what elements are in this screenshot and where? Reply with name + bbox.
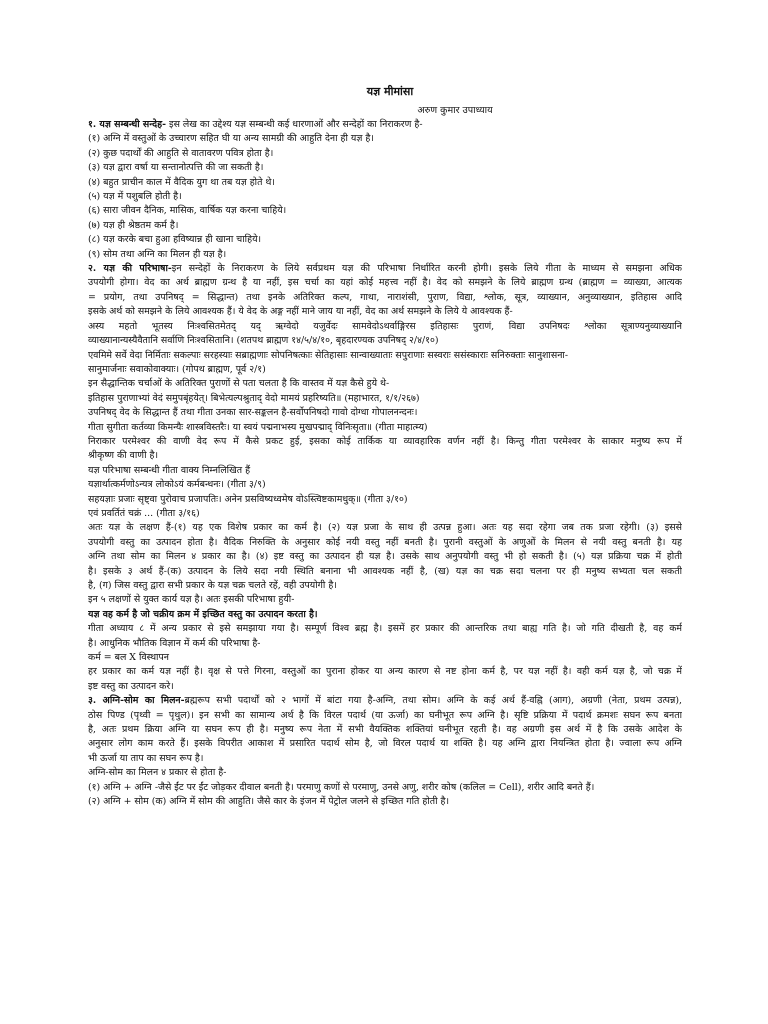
text-line [88,219,682,233]
line-text: इन ५ लक्षणों से युक्त कार्य यज्ञ है। अतः इसकी परिभाषा हुयी- [88,594,295,606]
line-text: है, (ग) जिस वस्तु द्वारा सभी प्रकार के यज्ञ चक्र चलते रहें, वही उपयोगी है। [88,580,337,591]
line-text: व्याख्यानान्यस्यैवैतानि सर्वाणि निःश्वसितानि। (शतपथ ब्राह्मण १४/५/४/१०, बृहदारण्यक उपनिषद् २/४/१०) [88,335,439,347]
text-line [88,276,682,290]
line-text: इन सैद्धान्तिक चर्चाओं के अतिरिक्त पुराणों से पता चलता है कि वास्तव में यज्ञ कैसे हुये थे- [88,378,390,390]
line-text: (१) अग्नि में वस्तुओं के उच्चारण सहित घी या अन्य सामग्री की आहुति देना ही यज्ञ है। [88,133,374,145]
text-line [88,593,682,607]
line-text: अस्य महतो भूतस्य निःश्वसितमेतद् यद् ऋग्वेदो यजुर्वेदः सामवेदोऽथर्वाङ्गिरस इतिहासः पुराणं, विद्या उपनिषदः श्लोका सूत्राण्यनुव्याख्यानि [88,320,682,332]
line-text: (८) यज्ञ करके बचा हुआ हविष्यान्न ही खाना चाहिये। [88,234,262,246]
text-line [88,723,682,737]
line-text: सहयज्ञाः प्रजाः सृष्ट्वा पुरोवाच प्रजापतिः। अनेन प्रसविष्यध्वमेष वोऽस्त्विष्टकामधुक्॥ (गीता ३/१०) [88,493,408,505]
text-line [88,421,682,435]
line-text: अग्नि तथा सोम का मिलन ४ प्रकार का है। (४) इष्ट वस्तु का उत्पादन ही यज्ञ है। उसके साथ अनुपयोगी वस्तु भी हो सकती है। (५) यज्ञ प्रक्रिया चक्र में होती [88,551,682,563]
line-text: हर प्रकार का कर्म यज्ञ नहीं है। वृक्ष से पत्ते गिरना, वस्तुओं का पुराना होकर या अन्य कारण से नष्ट होना कर्म है, पर यज्ञ नहीं है। वही कर्म यज्ञ है, जो चक्र में [88,666,682,678]
text-line [88,737,682,751]
bold-heading: यज्ञ वह कर्म है जो चक्रीय क्रम में इच्छित वस्तु का उत्पादन करता है। [88,608,318,620]
text-line [88,147,682,161]
text-line [88,521,682,535]
line-text: (९) सोम तथा अग्नि का मिलन ही यज्ञ है। [88,248,227,260]
line-text: गीता अध्याय ८ में अन्य प्रकार से इसे समझाया गया है। सम्पूर्ण विश्व ब्रह्म है। इसमें हर प्रकार की आन्तरिक तथा बाह्य गति है। जो गति दीखती है, वह कर्म [88,623,682,635]
text-line [88,694,682,708]
text-line [88,579,682,593]
bold-heading: १. यज्ञ सम्बन्धी सन्देह- [88,119,166,130]
text-line [88,291,682,305]
text-line [88,262,682,276]
line-text: अतः यज्ञ के लक्षण हैं-(१) यह एक विशेष प्रकार का कर्म है। (२) यज्ञ प्रजा के साथ ही उत्पन्न हुआ। अतः यह सदा रहेगा जब तक प्रजा रहेगी। (३) इससे [88,522,682,534]
line-text: ठोस पिण्ड (पृथ्वी = पृथुल)। इन सभी का सामान्य अर्थ है कि विरल पदार्थ (या ऊर्जा) का घनीभूत रूप अग्नि है। सृष्टि प्रक्रिया में पदार्थ क्रमशः सघन रूप बनता [88,709,682,721]
line-text: उपयोगी वस्तु का उत्पादन होता है। वैदिक निरुक्ति के अनुसार कोई नयी वस्तु नहीं बनती है। पुरानी वस्तुओं के अणुओं के मिलन से नयी वस्तु बनती है। यह [88,536,682,548]
text-line [88,349,682,363]
document-page [88,84,682,810]
line-text: अनुसार लोग काम करते हैं। इसके विपरीत आकाश में प्रसारित पदार्थ सोम है, जो विरल पदार्थ या शक्ति है। यह अग्नि द्वारा नियन्त्रित होता है। ज्वाला रूप अग्नि [88,738,682,750]
text-line [88,766,682,780]
text-line [88,161,682,175]
line-text: उपयोगी होगा। वेद का अर्थ ब्राह्मण ग्रन्थ है या नहीं, इस चर्चा का यहां कोई महत्त्व नहीं है। वेद को समझने के लिये ब्राह्मण ग्रन्थ (ब्राह्मण = व्याख्या, आत्यक [88,277,682,289]
line-text: (२) अग्नि + सोम (क) अग्नि में सोम की आहुति। जैसे कार के इंजन में पेट्रोल जलने से इच्छित गति होती है। [88,796,450,808]
text-line [88,204,682,218]
text-line [88,709,682,723]
line-text: इतिहास पुराणाभ्यां वेदं समुपबृंहयेत्। बिभेत्यल्पश्रुताद् वेदो मामयं प्रहरिष्यति॥ (महाभारत, १/१/२६७) [88,392,420,404]
text-line [88,406,682,420]
line-text: है, अतः प्रथम क्रिया अग्नि या सघन रूप ही है। मनुष्य रूप नेता में सभी वैयक्तिक शक्तियां घनीभूत रहती है। वह अग्रणी इस अर्थ में है कि उसके आदेश के [88,724,682,736]
line-text: इस लेख का उद्देश्य यज्ञ सम्बन्धी कई धारणाओं और सन्देहों का निराकरण है- [166,119,423,130]
text-line [88,752,682,766]
line-text: भी ऊर्जा या ताप का सघन रूप है। [88,752,204,764]
line-text: ब्रह्मरूप सभी पदार्थों को २ भागों में बांटा गया है-अग्नि, तथा सोम। अग्नि के कई अर्थ हैं-वह्नि (आग), अग्रणी (नेता, प्रथम उत्पन्न), [184,695,682,707]
text-line [88,377,682,391]
line-text: गीता सुगीता कर्तव्या किमन्यैः शास्त्रविस्तरैः। या स्वयं पद्मनाभस्य मुखपद्माद् विनिःसृता॥ (गीता माहात्म्य) [88,421,428,433]
text-line [88,795,682,809]
line-text: एवमिमे सर्वे वेदा निर्मिताः सकल्पाः सरहस्याः सब्राह्मणाः सोपनिषत्काः सेतिहासाः सान्वाख्याताः सपुराणाः सस्वराः ससंस्काराः सनिरुक्ताः सानुशासना- [88,349,569,361]
text-line [88,565,682,579]
line-text: (२) कुछ पदार्थों की आहुति से वातावरण पवित्र होता है। [88,147,274,159]
text-line [88,363,682,377]
line-text: (१) अग्नि + अग्नि -जैसे ईंट पर ईंट जोड़कर दीवाल बनती है। परमाणु कणों से परमाणु, उनसे अणु, शरीर कोष (कलिल = Cell), शरीर आदि बनते हैं। [88,781,595,793]
text-line [88,651,682,665]
text-line [88,781,682,795]
text-line [88,608,682,622]
line-text: (६) सारा जीवन दैनिक, मासिक, वार्षिक यज्ञ करना चाहिये। [88,205,287,217]
line-text: है। इसके ३ अर्थ हैं-(क) उत्पादन के लिये सदा नयी स्थिति बनाना भी आवश्यक नहीं है, (ख) यज्ञ का चक्र सदा चलना पर ही मनुष्य सभ्यता चल सकती [88,565,682,577]
text-line [88,190,682,204]
text-line [88,493,682,507]
text-line [88,550,682,564]
text-line [88,132,682,146]
text-line [88,637,682,651]
line-text: (३) यज्ञ द्वारा वर्षा या सन्तानोत्पत्ति की जा सकती है। [88,162,264,174]
line-text: अग्नि-सोम का मिलन ४ प्रकार से होता है- [88,767,227,779]
text-line [88,478,682,492]
line-text: सानुमार्जनाः सवाकोवाक्याः। (गोपथ ब्राह्मण, पूर्व २/१) [88,363,266,375]
line-text: इन सन्देहों के निराकरण के लिये सर्वप्रथम यज्ञ की परिभाषा निर्धारित करनी होगी। इसके लिये गीता के माध्यम से समझना अधिक [171,263,682,275]
line-text: (७) यज्ञ ही श्रेष्ठतम कर्म है। [88,219,179,231]
text-line [88,536,682,550]
bold-heading: २. यज्ञ की परिभाषा- [88,263,172,275]
document-body [88,118,682,810]
text-line [88,464,682,478]
document-title: यज्ञ मीमांसा [366,85,414,98]
text-line [88,118,682,132]
text-line [88,305,682,319]
line-text: इष्ट वस्तु का उत्पादन करे। [88,680,174,692]
text-line [88,392,682,406]
line-text: = प्रयोग, तथा उपनिषद् = सिद्धान्त) तथा इनके अतिरिक्त कल्प, गाथा, नाराशंसी, पुराण, विद्या, श्लोक, सूत्र, व्याख्यान, अनुव्याख्यान, इतिहास आदि [88,291,682,303]
line-text: एवं प्रवर्तितं चक्रं ... (गीता ३/१६) [88,507,200,519]
text-line [88,622,682,636]
text-line [88,665,682,679]
author-name: अरुण कुमार उपाध्याय [417,105,493,116]
text-line [88,233,682,247]
text-line [88,248,682,262]
line-text: कर्म = बल X विस्थापन [88,652,170,664]
line-text: (५) यज्ञ में पशुबलि होती है। [88,191,182,203]
text-line [88,435,682,449]
line-text: श्रीकृष्ण की वाणी है। [88,450,159,462]
text-line [88,176,682,190]
bold-heading: ३. अग्नि-सोम का मिलन- [88,695,185,707]
line-text: इसके अर्थ को समझने के लिये आवश्यक हैं। ये वेद के अङ्ग नहीं माने जाय या नहीं, वेद का अर्थ समझने के लिये ये आवश्यक हैं- [88,306,513,318]
line-text: यज्ञ परिभाषा सम्बन्धी गीता वाक्य निम्नलिखित हैं [88,464,251,476]
line-text: है। आधुनिक भौतिक विज्ञान में कर्म की परिभाषा है- [88,637,261,649]
text-line [88,680,682,694]
line-text: उपनिषद् वेद के सिद्धान्त हैं तथा गीता उनका सार-सङ्कलन है-सर्वोपनिषदो गावो दोग्धा गोपालनन्दनः। [88,407,418,419]
line-text: यज्ञार्थात्कर्मणोऽन्यत्र लोकोऽयं कर्मबन्धनः। (गीता ३/९) [88,479,266,491]
text-line [88,320,682,334]
line-text: (४) बहुत प्राचीन काल में वैदिक युग था तब यज्ञ होते थे। [88,176,275,188]
line-text: निराकार परमेश्वर की वाणी वेद रूप में कैसे प्रकट हुई, इसका कोई तार्किक या व्यावहारिक वर्णन नहीं है। किन्तु गीता परमेश्वर के साकार मनुष्य रूप में [88,435,682,447]
text-line [88,507,682,521]
text-line [88,334,682,348]
text-line [88,449,682,463]
